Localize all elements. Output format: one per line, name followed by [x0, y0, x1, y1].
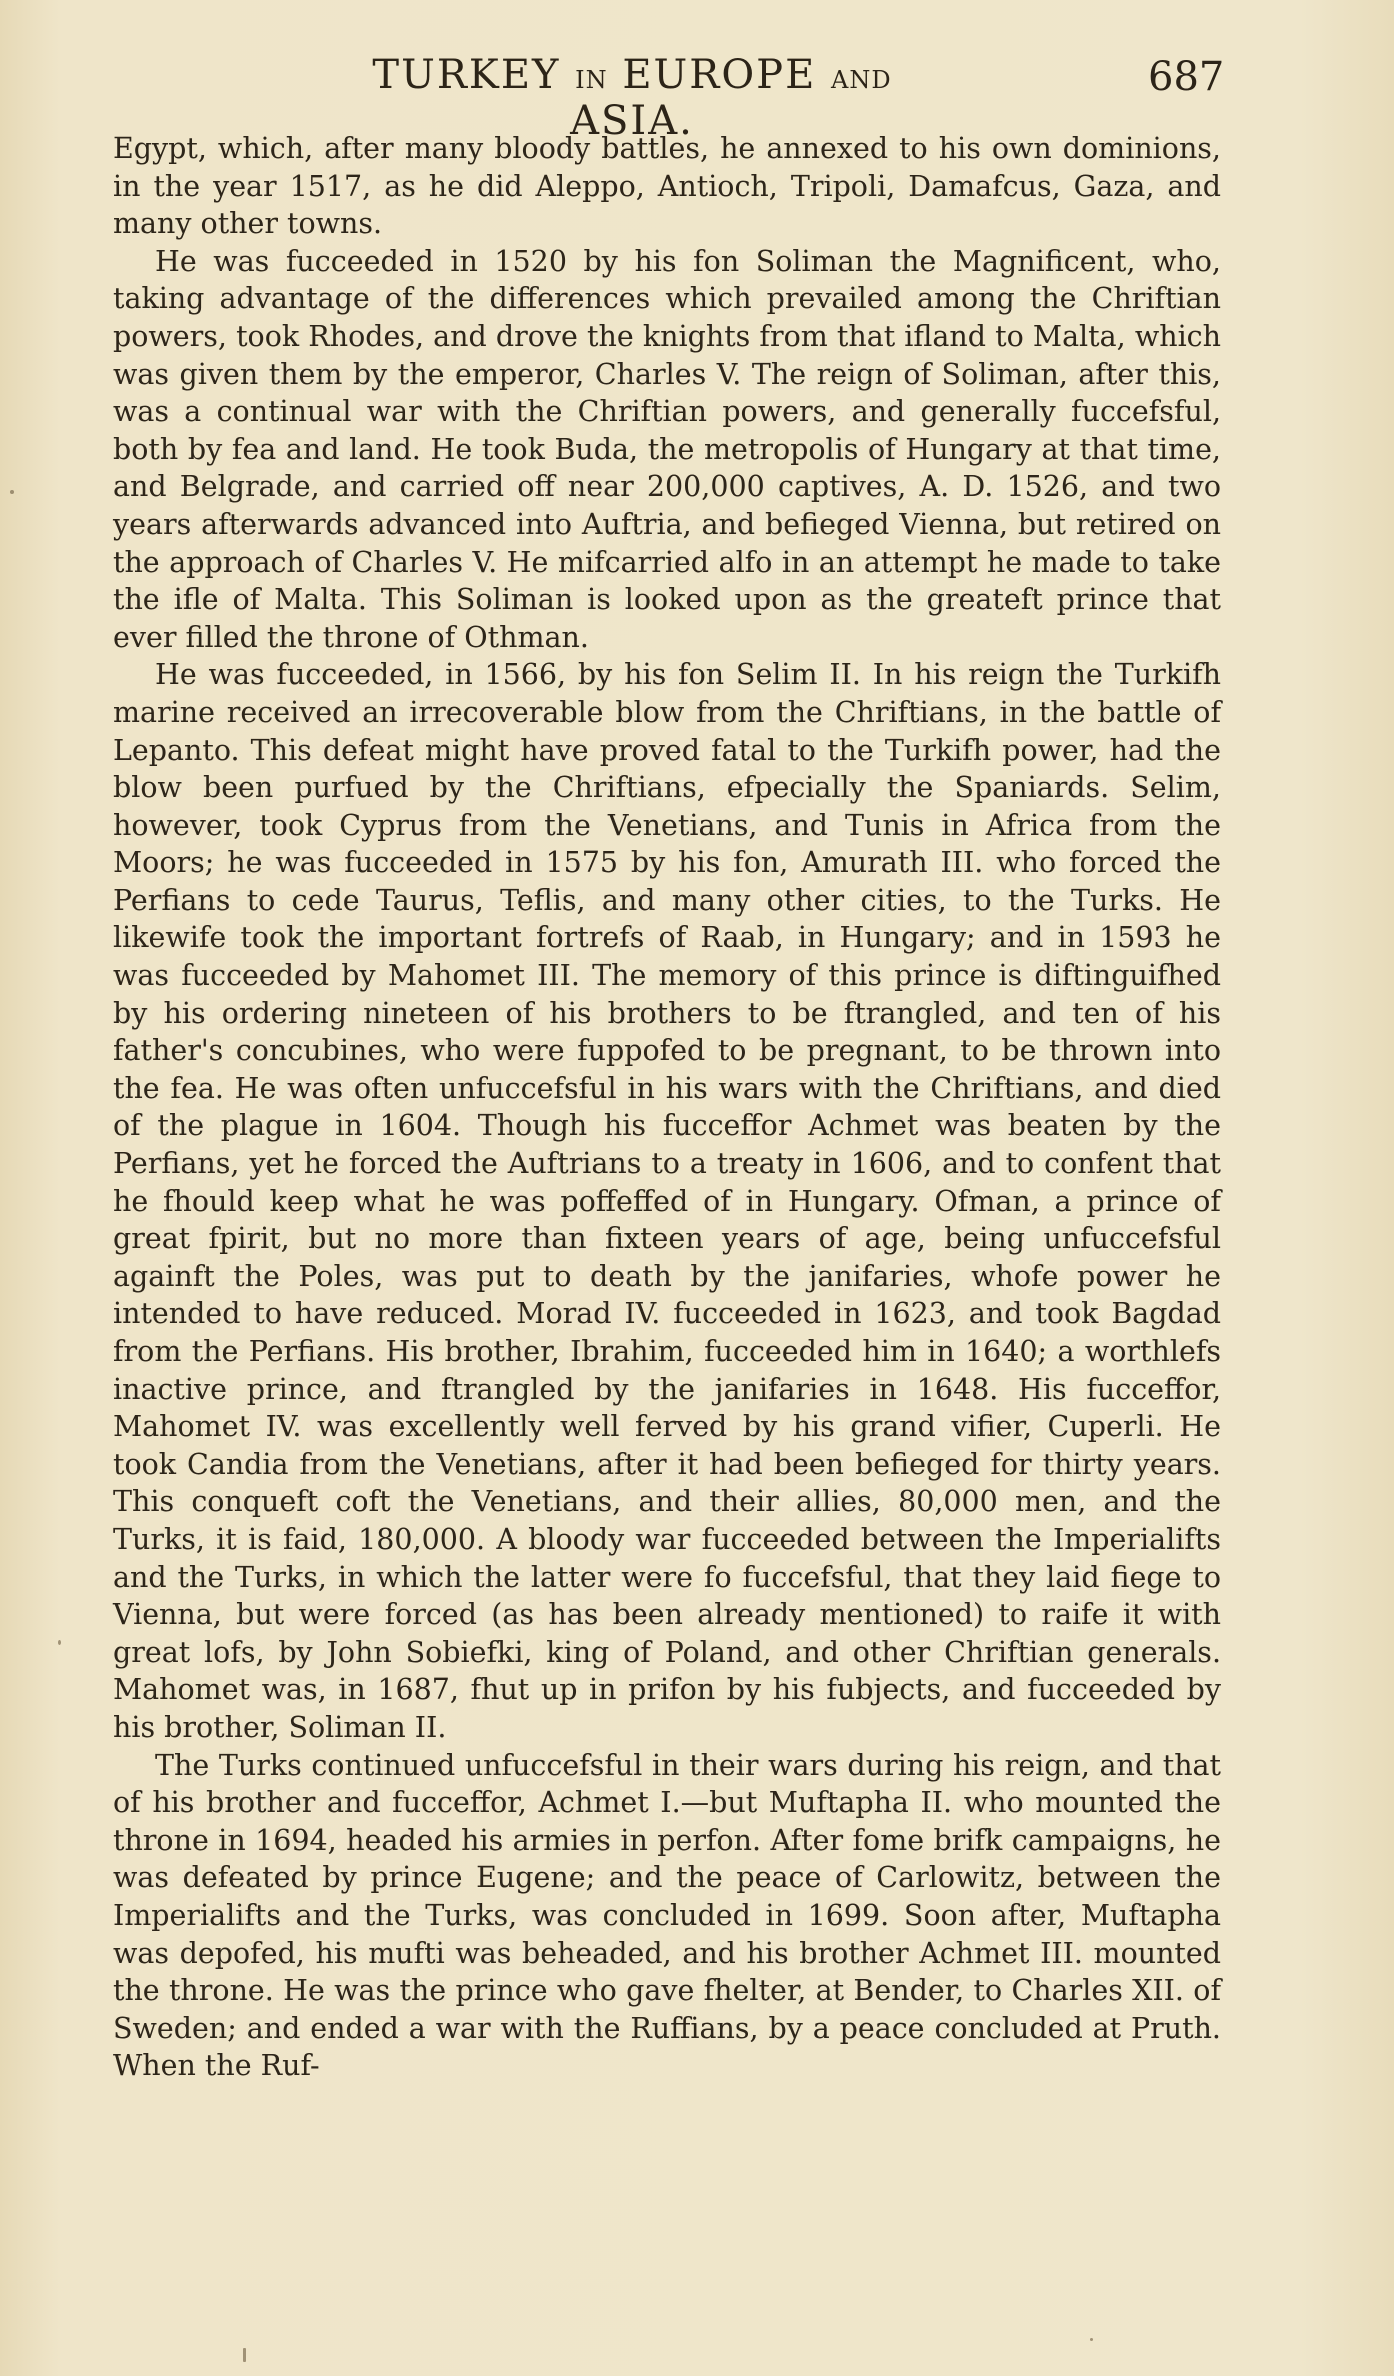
running-title-word-europe: EUROPE	[622, 52, 817, 98]
page-header	[0, 52, 1394, 144]
paper-speck	[1090, 2338, 1093, 2341]
running-title-word-asia: ASIA.	[570, 98, 694, 144]
paragraph-3: He was fucceeded, in 1566, by his fon Selim II. In his reign the Turkifh marine received an irrecoverable blow from the Chriftians, in the battle of Lepanto. This defeat might have proved fatal to the Turkifh power, had the blow been purfued by the Chriftians, efpecially the Spaniards. Selim, however, took Cyprus from the Venetians, and Tunis in Africa from the Moors; he was fucceeded in 1575 by his fon, Amurath III. who forced the Perfians to cede Taurus, Teflis, and many other cities, to the Turks. He likewife took the important fortrefs of Raab, in Hungary; and in 1593 he was fucceeded by Mahomet III. The memory of this prince is diftinguifhed by his ordering nineteen of his brothers to be ftrangled, and ten of his father's concubines, who were fuppofed to be pregnant, to be thrown into the fea. He was often unfuccefsful in his wars with the Chriftians, and died of the plague in 1604. Though his fucceffor Achmet was beaten by the Perfians, yet he forced the Auftrians to a treaty in 1606, and to confent that he fhould keep what he was poffeffed of in Hungary. Ofman, a prince of great fpirit, but no more than fixteen years of age, being unfuccefsful againft the Poles, was put to death by the janifaries, whofe power he intended to have reduced. Morad IV. fucceeded in 1623, and took Bagdad from the Perfians. His brother, Ibrahim, fucceeded him in 1640; a worthlefs inactive prince, and ftrangled by the janifaries in 1648. His fucceffor, Mahomet IV. was excellently well ferved by his grand vifier, Cuperli. He took Candia from the Venetians, after it had been befieged for thirty years. This conqueft coft the Venetians, and their allies, 80,000 men, and the Turks, it is faid, 180,000. A bloody war fucceeded between the Imperialifts and the Turks, in which the latter were fo fuccefsful, that they laid fiege to Vienna, but were forced (as has been already mentioned) to raife it with great lofs, by John Sobiefki, king of Poland, and other Chriftian generals. Mahomet was, in 1687, fhut up in prifon by his fubjects, and fucceeded by his brother, Soliman II.	[113, 658, 1221, 1744]
paper-speck	[243, 2348, 246, 2362]
running-title-word-turkey: TURKEY	[372, 52, 561, 98]
paper-speck	[58, 1640, 61, 1645]
paragraph-1: Egypt, which, after many bloody battles, he annexed to his own dominions, in the year 1517, as he did Aleppo, Antioch, Tripoli, Damafcus, Gaza, and many other towns.	[113, 132, 1221, 241]
page-number: 687	[1148, 54, 1225, 100]
running-title-word-in: IN	[575, 66, 608, 94]
paragraph-2: He was fucceeded in 1520 by his fon Soliman the Magnificent, who, taking advantage of the differences which prevailed among the Chriftian powers, took Rhodes, and drove the knights from that ifland to Malta, which was given them by the emperor, Charles V. The reign of Soliman, after this, was a continual war with the Chriftian powers, and generally fuccefsful, both by fea and land. He took Buda, the metropolis of Hungary at that time, and Belgrade, and carried off near 200,000 captives, A. D. 1526, and two years afterwards advanced into Auftria, and befieged Vienna, but retired on the approach of Charles V. He mifcarried alfo in an attempt he made to take the ifle of Malta. This Soliman is looked upon as the greateft prince that ever filled the throne of Othman.	[113, 244, 1221, 654]
paragraph-4: The Turks continued unfuccefsful in their wars during his reign, and that of his brother and fucceffor, Achmet I.—but Muftapha II. who mounted the throne in 1694, headed his armies in perfon. After fome brifk campaigns, he was defeated by prince Eugene; and the peace of Carlowitz, between the Imperialifts and the Turks, was concluded in 1699. Soon after, Muftapha was depofed, his mufti was beheaded, and his brother Achmet III. mounted the throne. He was the prince who gave fhelter, at Bender, to Charles XII. of Sweden; and ended a war with the Ruffians, by a peace concluded at Pruth. When the Ruf-	[113, 1748, 1221, 2083]
paper-speck	[10, 490, 14, 494]
body-text	[113, 130, 1221, 2085]
running-title-word-and: AND	[831, 66, 892, 94]
